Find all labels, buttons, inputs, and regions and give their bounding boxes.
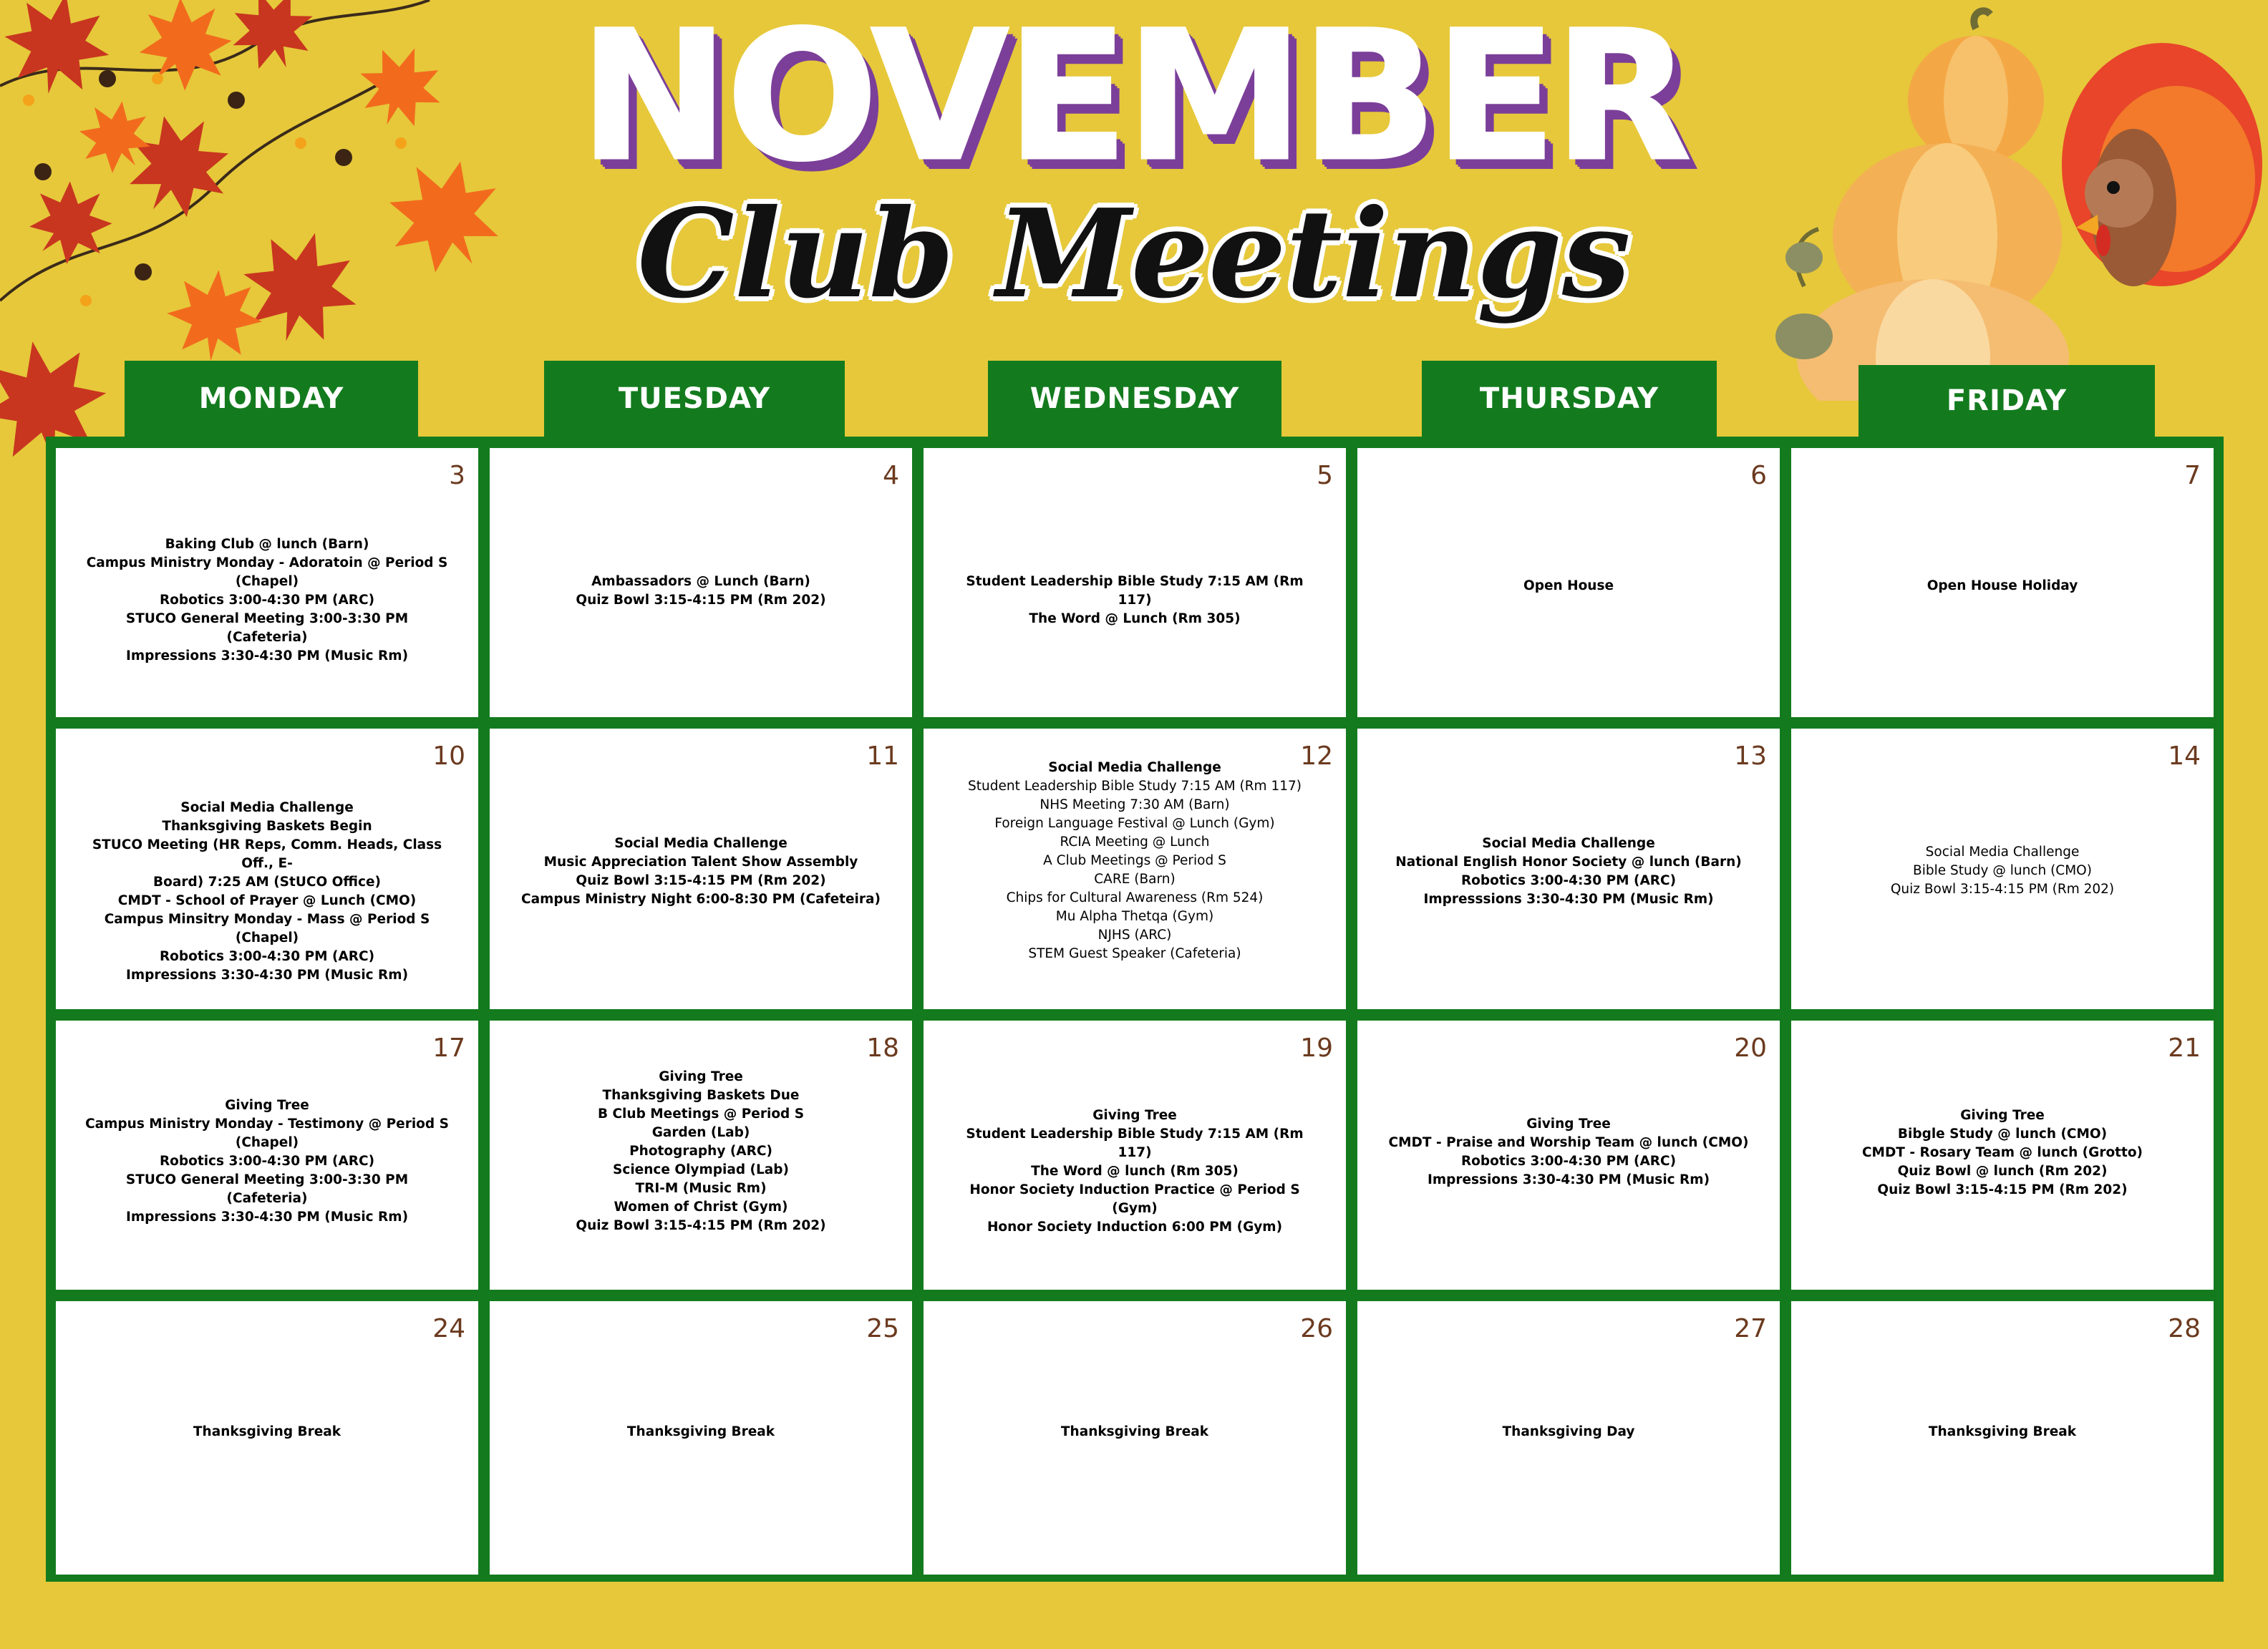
event-item: Thanksgiving Baskets Begin: [162, 819, 372, 834]
event-item: STUCO General Meeting 3:00-3:30 PM (Cafeteria): [125, 1172, 409, 1206]
date-number: 17: [432, 1033, 465, 1063]
event-list: [1820, 1423, 2185, 1441]
event-item: Mu Alpha Thetqa (Gym): [1055, 909, 1214, 924]
day-cell: [56, 1301, 478, 1575]
event-item: Social Media Challenge: [1048, 760, 1221, 775]
event-list: [1386, 577, 1751, 595]
event-item: Giving Tree: [225, 1098, 309, 1113]
event-item: (Chapel): [235, 1135, 299, 1150]
event-item: Quiz Bowl 3:15-4:15 PM (Rm 202): [576, 1218, 826, 1233]
event-item: Foreign Language Festival @ Lunch (Gym): [994, 816, 1275, 831]
date-number: 24: [432, 1314, 465, 1343]
event-item: Ambassadors @ Lunch (Barn): [591, 574, 810, 589]
event-list: [952, 759, 1317, 963]
date-number: 10: [432, 741, 465, 771]
calendar-grid: [46, 437, 2224, 1582]
event-item: Quiz Bowl 3:15-4:15 PM (Rm 202): [576, 593, 826, 608]
event-list: [518, 573, 883, 610]
date-number: 14: [2168, 741, 2201, 771]
event-item: Thanksgiving Break: [1928, 1424, 2077, 1439]
event-item: Music Appreciation Talent Show Assembly: [543, 855, 858, 870]
event-item: Impressions 3:30-4:30 PM (Music Rm): [125, 1210, 409, 1225]
event-item: Giving Tree: [1960, 1108, 2045, 1123]
day-header-thursday: THURSDAY: [1422, 361, 1717, 437]
day-cell: [490, 448, 912, 717]
event-item: Chips for Cultural Awareness (Rm 524): [1006, 890, 1264, 905]
event-item: CMDT - Rosary Team @ lunch (Grotto): [1861, 1145, 2143, 1160]
event-list: [518, 1068, 883, 1235]
date-number: 12: [1300, 741, 1333, 771]
event-list: [1820, 577, 2185, 595]
event-item: Campus Ministry Monday - Adoratoin @ Period S: [86, 555, 448, 570]
date-number: 20: [1734, 1033, 1767, 1063]
event-item: Bibgle Study @ lunch (CMO): [1897, 1127, 2108, 1142]
event-list: [952, 1423, 1317, 1441]
event-item: Robotics 3:00-4:30 PM (ARC): [1460, 873, 1677, 888]
event-item: Robotics 3:00-4:30 PM (ARC): [159, 593, 375, 608]
date-number: 11: [866, 741, 899, 771]
event-item: STUCO General Meeting 3:00-3:30 PM (Cafeteria): [125, 611, 409, 645]
day-cell: [924, 448, 1346, 717]
date-number: 25: [866, 1314, 899, 1343]
event-item: STEM Guest Speaker (Cafeteria): [1028, 946, 1241, 961]
event-item: Giving Tree: [659, 1069, 743, 1084]
event-item: Robotics 3:00-4:30 PM (ARC): [159, 949, 375, 964]
day-cell: [1357, 448, 1780, 717]
date-number: 5: [1317, 461, 1333, 490]
event-list: [1820, 843, 2185, 899]
event-item: Social Media Challenge: [1925, 845, 2080, 860]
page-subtitle: Club Meetings: [637, 183, 1631, 326]
event-list: [518, 835, 883, 909]
event-item: Photography (ARC): [629, 1144, 772, 1159]
event-item: Social Media Challenge: [1482, 836, 1655, 851]
event-item: Quiz Bowl 3:15-4:15 PM (Rm 202): [576, 873, 826, 888]
date-number: 21: [2168, 1033, 2201, 1063]
day-cell: [924, 1021, 1346, 1290]
event-item: The Word @ Lunch (Rm 305): [1029, 611, 1241, 626]
day-cell: [1791, 448, 2214, 717]
event-item: Honor Society Induction Practice @ Period S (Gym): [969, 1182, 1300, 1216]
event-item: Women of Christ (Gym): [614, 1200, 788, 1215]
date-number: 6: [1750, 461, 1767, 490]
event-list: [84, 535, 450, 666]
event-list: [1386, 1423, 1751, 1441]
date-number: 27: [1734, 1314, 1767, 1343]
event-item: Robotics 3:00-4:30 PM (ARC): [159, 1154, 375, 1169]
event-item: Board) 7:25 AM (StUCO Office): [153, 875, 381, 890]
day-cell: [1791, 1021, 2214, 1290]
event-item: Garden (Lab): [651, 1125, 750, 1140]
event-item: NJHS (ARC): [1097, 928, 1172, 943]
event-list: [84, 1096, 450, 1227]
event-item: Science Olympiad (Lab): [613, 1162, 789, 1177]
event-list: [518, 1423, 883, 1441]
event-list: [952, 573, 1317, 628]
event-item: Social Media Challenge: [180, 800, 354, 815]
event-item: (Chapel): [235, 574, 299, 589]
day-header-wednesday: WEDNESDAY: [988, 361, 1281, 437]
event-item: RCIA Meeting @ Lunch: [1060, 835, 1210, 850]
event-item: TRI-M (Music Rm): [635, 1181, 767, 1196]
event-item: Impressions 3:30-4:30 PM (Music Rm): [125, 648, 409, 663]
event-item: Campus Ministry Night 6:00-8:30 PM (Cafeteira): [521, 892, 881, 907]
event-item: B Club Meetings @ Period S: [597, 1106, 805, 1122]
event-item: Campus Ministry Monday - Testimony @ Period S: [85, 1117, 449, 1132]
event-item: Student Leadership Bible Study 7:15 AM (Rm 117): [968, 779, 1302, 794]
event-item: Thanksgiving Day: [1502, 1424, 1635, 1439]
event-item: Giving Tree: [1092, 1108, 1177, 1123]
event-item: STUCO Meeting (HR Reps, Comm. Heads, Class Off., E-: [92, 837, 442, 871]
day-header-tuesday: TUESDAY: [544, 361, 845, 437]
day-cell: [490, 1301, 912, 1575]
date-number: 3: [449, 461, 465, 490]
event-list: [952, 1106, 1317, 1237]
event-item: Bible Study @ lunch (CMO): [1913, 863, 2092, 878]
event-item: Thanksgiving Break: [193, 1424, 341, 1439]
day-cell: [1791, 1301, 2214, 1575]
event-item: NHS Meeting 7:30 AM (Barn): [1040, 797, 1230, 812]
event-item: Impresssions 3:30-4:30 PM (Music Rm): [1423, 892, 1714, 907]
event-item: A Club Meetings @ Period S: [1043, 853, 1226, 868]
date-number: 19: [1300, 1033, 1333, 1063]
event-item: Student Leadership Bible Study 7:15 AM (Rm 117): [966, 1127, 1304, 1160]
day-cell: [56, 1021, 478, 1290]
event-list: [1820, 1106, 2185, 1200]
event-list: [84, 1423, 450, 1441]
event-item: Quiz Bowl @ lunch (Rm 202): [1897, 1164, 2108, 1179]
date-number: 26: [1300, 1314, 1333, 1343]
day-cell: [924, 1301, 1346, 1575]
day-cell: [1791, 729, 2214, 1009]
event-item: Campus Minsitry Monday - Mass @ Period S (Chapel): [104, 912, 430, 945]
event-item: Impressions 3:30-4:30 PM (Music Rm): [1427, 1172, 1710, 1187]
event-item: Student Leadership Bible Study 7:15 AM (Rm 117): [966, 574, 1304, 608]
event-item: Giving Tree: [1526, 1117, 1611, 1132]
event-item: Open House Holiday: [1927, 578, 2078, 593]
day-cell: [1357, 729, 1780, 1009]
event-list: [84, 799, 450, 985]
day-cell: [56, 729, 478, 1009]
day-cell: [56, 448, 478, 717]
date-number: 7: [2184, 461, 2201, 490]
event-item: Quiz Bowl 3:15-4:15 PM (Rm 202): [1890, 882, 2115, 897]
event-list: [1386, 1115, 1751, 1190]
event-item: Open House: [1523, 578, 1614, 593]
page-title: NOVEMBER: [579, 0, 1689, 200]
event-item: CMDT - Praise and Worship Team @ lunch (CMO): [1388, 1135, 1749, 1150]
date-number: 18: [866, 1033, 899, 1063]
day-cell: [1357, 1021, 1780, 1290]
event-item: Robotics 3:00-4:30 PM (ARC): [1460, 1154, 1677, 1169]
event-item: The Word @ lunch (Rm 305): [1031, 1164, 1239, 1179]
event-item: Thanksgiving Baskets Due: [602, 1088, 800, 1103]
event-item: Quiz Bowl 3:15-4:15 PM (Rm 202): [1877, 1182, 2128, 1197]
event-item: Honor Society Induction 6:00 PM (Gym): [987, 1220, 1283, 1235]
day-cell: [490, 1021, 912, 1290]
event-item: Baking Club @ lunch (Barn): [165, 537, 369, 552]
day-header-monday: MONDAY: [125, 361, 418, 437]
event-item: CMDT - School of Prayer @ Lunch (CMO): [117, 893, 417, 908]
event-item: Thanksgiving Break: [626, 1424, 775, 1439]
day-cell: [490, 729, 912, 1009]
date-number: 13: [1734, 741, 1767, 771]
date-number: 28: [2168, 1314, 2201, 1343]
day-header-friday: FRIDAY: [1858, 365, 2155, 437]
event-list: [1386, 835, 1751, 909]
event-item: CARE (Barn): [1094, 872, 1176, 887]
day-cell: [1357, 1301, 1780, 1575]
date-number: 4: [883, 461, 899, 490]
event-item: Social Media Challenge: [614, 836, 788, 851]
event-item: National English Honor Society @ lunch (Barn): [1395, 855, 1742, 870]
day-cell: [924, 729, 1346, 1009]
event-item: Thanksgiving Break: [1060, 1424, 1209, 1439]
event-item: Impressions 3:30-4:30 PM (Music Rm): [125, 968, 409, 983]
